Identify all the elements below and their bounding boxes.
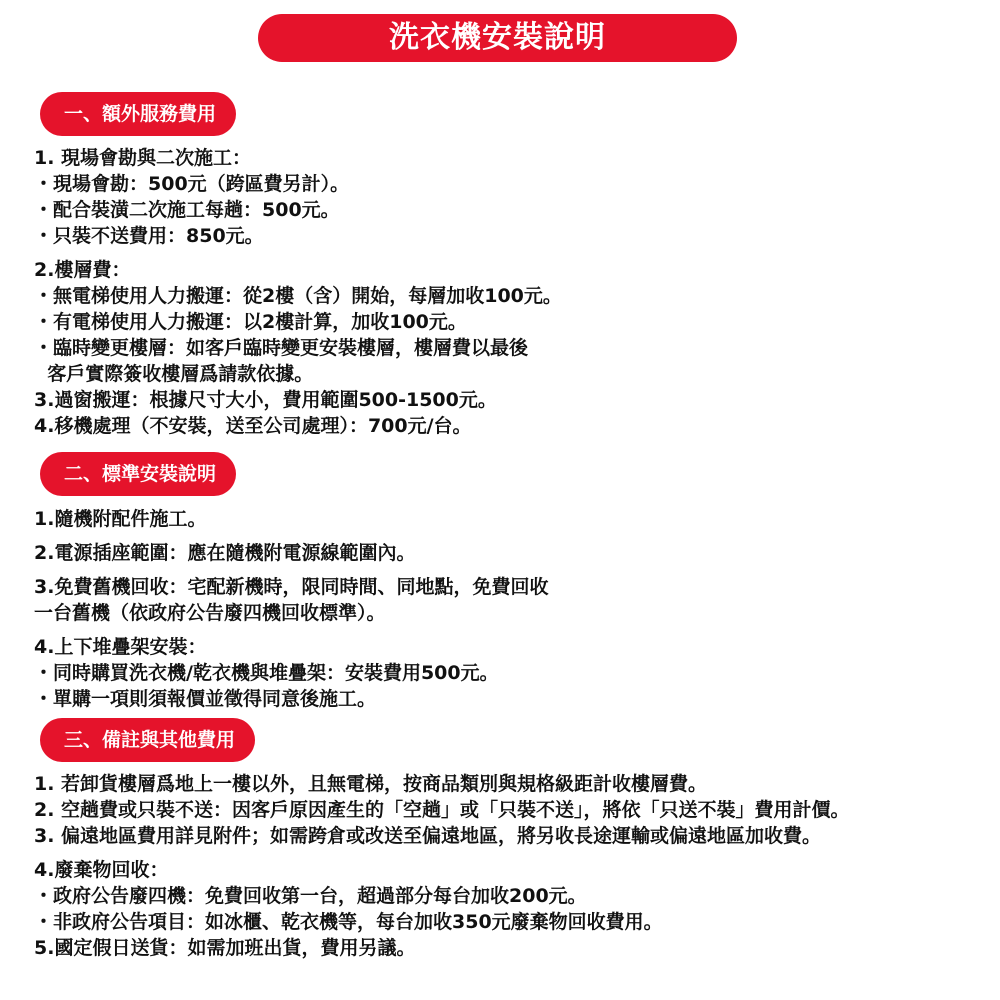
list-item: 3. 偏遠地區費用詳見附件；如需跨倉或改送至偏遠地區，將另收長途運輸或偏遠地區加收費。 bbox=[34, 825, 822, 847]
section-heading-standard-install: 二、標準安裝說明 bbox=[40, 452, 236, 496]
page-title: 洗衣機安裝說明 bbox=[258, 14, 737, 62]
list-item: 客戶實際簽收樓層爲請款依據。 bbox=[34, 363, 314, 385]
list-item: 1. 若卸貨樓層爲地上一樓以外，且無電梯，按商品類別與規格級距計收樓層費。 bbox=[34, 773, 708, 795]
list-item: ・現場會勘：500元（跨區費另計）。 bbox=[34, 173, 350, 195]
list-item: 5.國定假日送貨：如需加班出貨，費用另議。 bbox=[34, 937, 416, 959]
section-body-standard-install bbox=[34, 506, 990, 712]
list-item: 3.過窗搬運：根據尺寸大小，費用範圍500-1500元。 bbox=[34, 389, 497, 411]
list-item: ・臨時變更樓層：如客戶臨時變更安裝樓層，樓層費以最後 bbox=[34, 337, 529, 359]
list-item: 1. 現場會勘與二次施工： bbox=[34, 147, 252, 169]
section-heading-notes-other-fees: 三、備註與其他費用 bbox=[40, 718, 255, 762]
list-item: ・配合裝潢二次施工每趟：500元。 bbox=[34, 199, 340, 221]
list-item: ・單購一項則須報價並徵得同意後施工。 bbox=[34, 688, 377, 710]
list-item: ・同時購買洗衣機/乾衣機與堆疊架：安裝費用500元。 bbox=[34, 662, 499, 684]
list-item: 4.上下堆疊架安裝： bbox=[34, 636, 207, 658]
list-item: ・政府公告廢四機：免費回收第一台，超過部分每台加收200元。 bbox=[34, 885, 587, 907]
list-item: 3.免費舊機回收：宅配新機時，限同時間、同地點，免費回收 bbox=[34, 576, 549, 598]
list-item: 2.樓層費： bbox=[34, 259, 131, 281]
section-body-notes-other-fees bbox=[34, 771, 990, 961]
list-item: 一台舊機（依政府公告廢四機回收標準）。 bbox=[34, 602, 386, 624]
list-item: 1.隨機附配件施工。 bbox=[34, 508, 207, 530]
list-item: 2. 空趟費或只裝不送：因客戶原因產生的「空趟」或「只裝不送」，將依「只送不裝」費用計價。 bbox=[34, 799, 850, 821]
list-item: ・無電梯使用人力搬運：從2樓（含）開始，每層加收100元。 bbox=[34, 285, 562, 307]
list-item: ・只裝不送費用：850元。 bbox=[34, 225, 264, 247]
section-body-extra-fees bbox=[34, 145, 990, 439]
list-item: 2.電源插座範圍：應在隨機附電源線範圍內。 bbox=[34, 542, 416, 564]
list-item: ・有電梯使用人力搬運：以2樓計算，加收100元。 bbox=[34, 311, 467, 333]
list-item: 4.廢棄物回收： bbox=[34, 859, 169, 881]
list-item: 4.移機處理（不安裝，送至公司處理）：700元/台。 bbox=[34, 415, 472, 437]
section-heading-extra-fees: 一、額外服務費用 bbox=[40, 92, 236, 136]
list-item: ・非政府公告項目：如冰櫃、乾衣機等，每台加收350元廢棄物回收費用。 bbox=[34, 911, 663, 933]
